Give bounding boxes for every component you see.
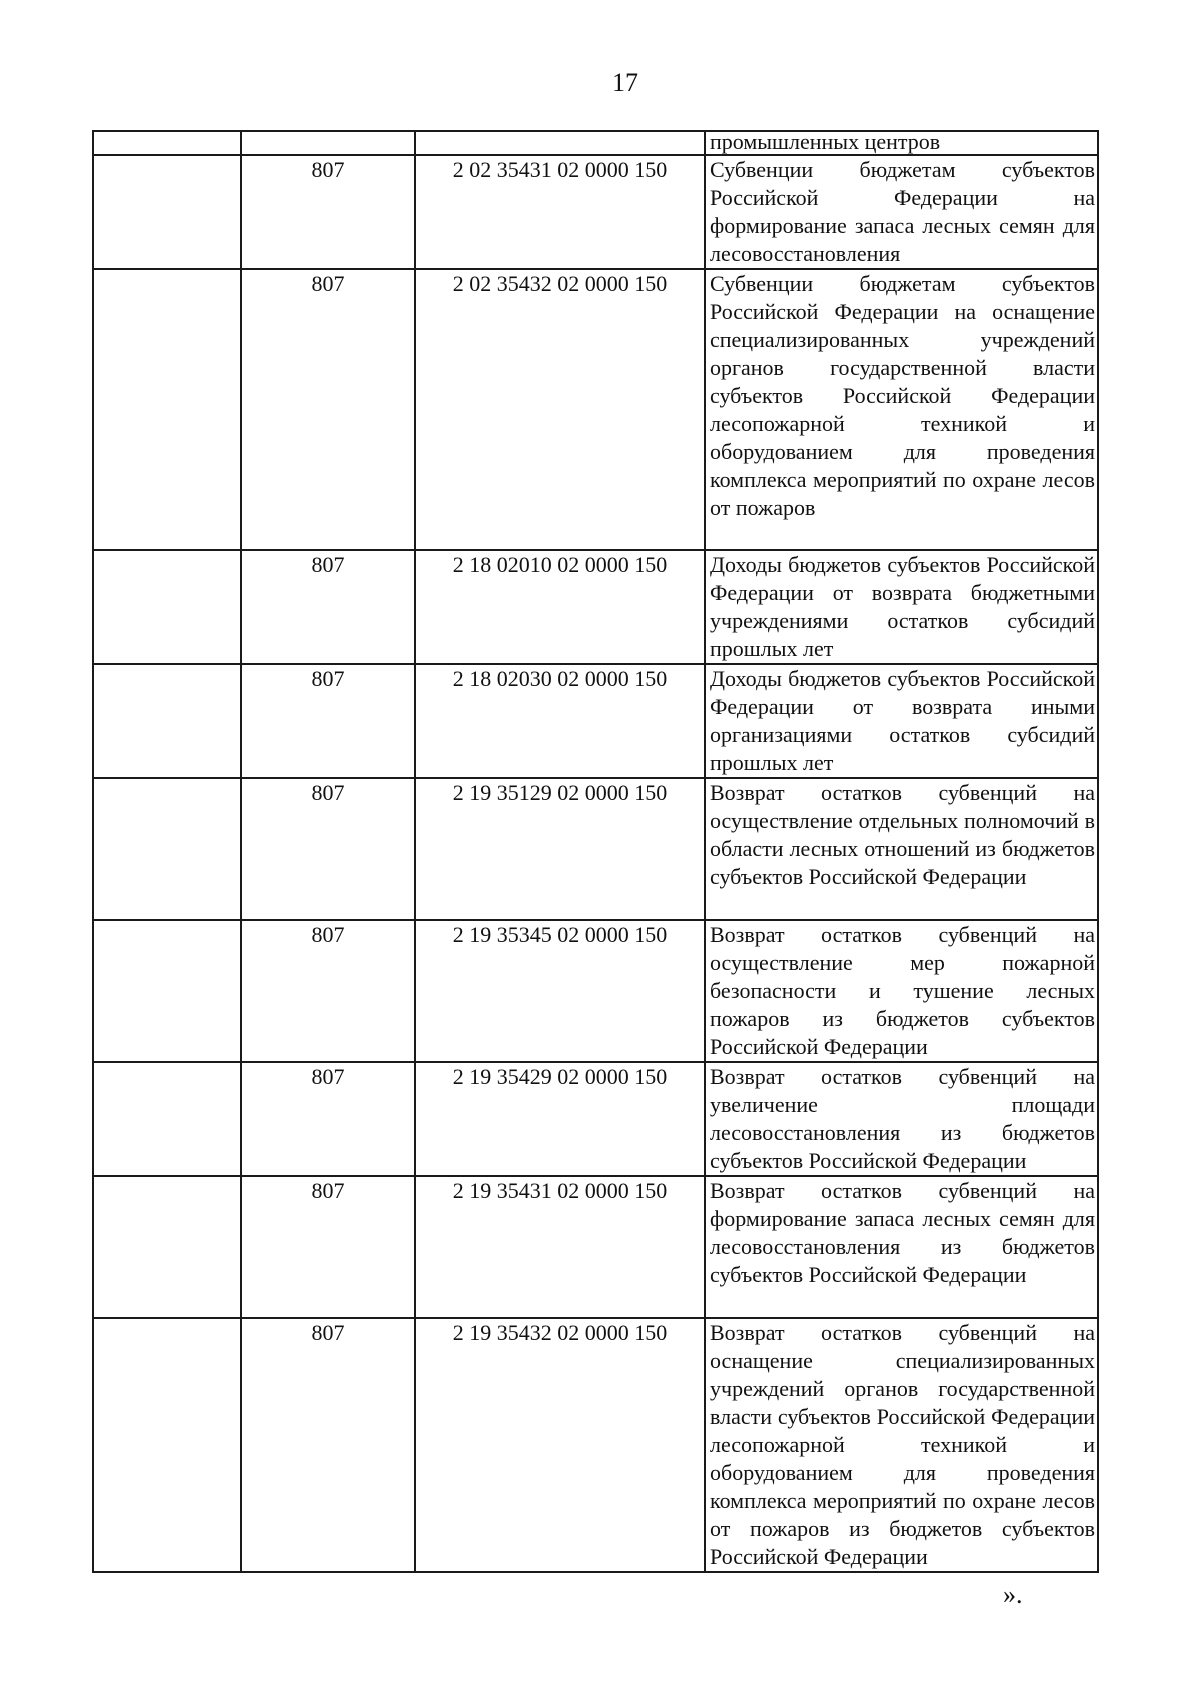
table-row xyxy=(93,1318,1098,1572)
budget-code-cell: 2 18 02010 02 0000 150 xyxy=(415,550,705,664)
admin-code-cell: 807 xyxy=(241,920,415,1062)
admin-code-cell: 807 xyxy=(241,1318,415,1572)
budget-code-cell: 2 19 35129 02 0000 150 xyxy=(415,778,705,920)
table-row xyxy=(93,778,1098,920)
description-cell: Возврат остатков субвенций на осуществление отдельных полномочий в области лесных отношений из бюджетов субъектов Российской Федерации xyxy=(705,778,1098,920)
description-cell: Доходы бюджетов субъектов Российской Федерации от возврата бюджетными учреждениями остатков субсидий прошлых лет xyxy=(705,550,1098,664)
blank-cell xyxy=(93,664,241,778)
blank-cell xyxy=(93,269,241,550)
description-cell: Возврат остатков субвенций на оснащение специализированных учреждений органов государственной власти субъектов Российской Федерации лесопожарной техникой и оборудованием для проведения комплекса мероприятий по охране лесов от пожаров из бюджетов субъектов Российской Федерации xyxy=(705,1318,1098,1572)
table-row xyxy=(93,550,1098,664)
budget-classification-table xyxy=(92,130,1099,1573)
admin-code-cell: 807 xyxy=(241,778,415,920)
description-cell: Возврат остатков субвенций на формирование запаса лесных семян для лесовосстановления из бюджетов субъектов Российской Федерации xyxy=(705,1176,1098,1318)
page-number: 17 xyxy=(612,68,638,97)
budget-code-cell: 2 02 35432 02 0000 150 xyxy=(415,269,705,550)
blank-cell xyxy=(93,155,241,269)
admin-code-cell: 807 xyxy=(241,664,415,778)
description-cell: Субвенции бюджетам субъектов Российской Федерации на оснащение специализированных учреждений органов государственной власти субъектов Российской Федерации лесопожарной техникой и оборудованием для проведения комплекса мероприятий по охране лесов от пожаров xyxy=(705,269,1098,550)
blank-cell xyxy=(93,1318,241,1572)
admin-code-cell: 807 xyxy=(241,1062,415,1176)
budget-code-cell: 2 19 35431 02 0000 150 xyxy=(415,1176,705,1318)
table-row xyxy=(93,1062,1098,1176)
blank-cell xyxy=(93,778,241,920)
budget-code-cell: 2 02 35431 02 0000 150 xyxy=(415,155,705,269)
description-cell: промышленных центров xyxy=(705,131,1098,155)
budget-code-cell: 2 19 35345 02 0000 150 xyxy=(415,920,705,1062)
blank-cell xyxy=(93,920,241,1062)
budget-code-cell: 2 18 02030 02 0000 150 xyxy=(415,664,705,778)
table-row xyxy=(93,664,1098,778)
budget-code-cell: 2 19 35432 02 0000 150 xyxy=(415,1318,705,1572)
blank-cell xyxy=(93,131,241,155)
blank-cell xyxy=(93,550,241,664)
description-cell: Субвенции бюджетам субъектов Российской Федерации на формирование запаса лесных семян для лесовосстановления xyxy=(705,155,1098,269)
table-row xyxy=(93,131,1098,155)
table-row xyxy=(93,155,1098,269)
admin-code-cell: 807 xyxy=(241,155,415,269)
admin-code-cell: 807 xyxy=(241,550,415,664)
admin-code-cell: 807 xyxy=(241,1176,415,1318)
description-cell: Доходы бюджетов субъектов Российской Федерации от возврата иными организациями остатков субсидий прошлых лет xyxy=(705,664,1098,778)
description-cell: Возврат остатков субвенций на увеличение площади лесовосстановления из бюджетов субъектов Российской Федерации xyxy=(705,1062,1098,1176)
admin-code-cell xyxy=(241,131,415,155)
table-row xyxy=(93,269,1098,550)
closing-quote-mark: ». xyxy=(1003,1580,1023,1609)
table-row xyxy=(93,1176,1098,1318)
blank-cell xyxy=(93,1176,241,1318)
budget-code-cell: 2 19 35429 02 0000 150 xyxy=(415,1062,705,1176)
admin-code-cell: 807 xyxy=(241,269,415,550)
blank-cell xyxy=(93,1062,241,1176)
description-cell: Возврат остатков субвенций на осуществление мер пожарной безопасности и тушение лесных пожаров из бюджетов субъектов Российской Федерации xyxy=(705,920,1098,1062)
table-row xyxy=(93,920,1098,1062)
budget-code-cell xyxy=(415,131,705,155)
